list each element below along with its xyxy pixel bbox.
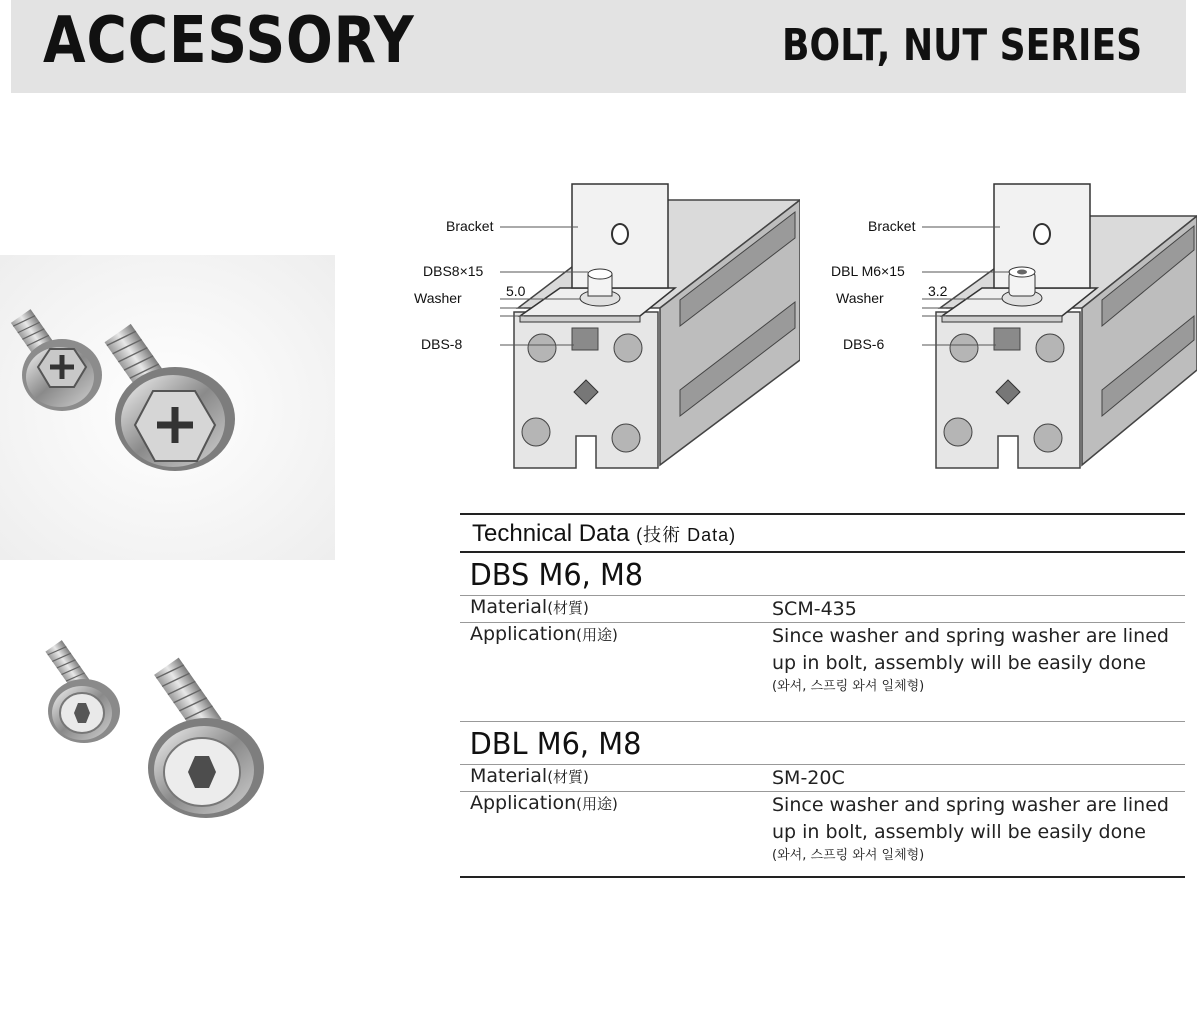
- assembly-diagram-dbl: [831, 180, 1197, 480]
- material-value: SM-20C: [772, 767, 845, 789]
- application-row: [460, 623, 1185, 721]
- washer-label: Washer: [836, 290, 884, 306]
- material-value: SCM-435: [772, 598, 857, 620]
- technical-data-table: [460, 513, 1185, 878]
- dimension-label: 3.2: [928, 283, 948, 299]
- assembly-diagram-dbs: [414, 180, 800, 480]
- bracket-label: Bracket: [868, 218, 916, 234]
- application-value: Since washer and spring washer are lined up in bolt, assembly will be easily done (와셔, 스프링 와셔 일체형): [772, 794, 1169, 863]
- application-row: [460, 792, 1185, 876]
- application-value: Since washer and spring washer are lined up in bolt, assembly will be easily done (와셔, 스프링 와셔 일체형): [772, 625, 1169, 694]
- material-key: Material(材質): [470, 765, 589, 787]
- technical-data-heading: [460, 515, 1185, 551]
- application-key: Application(用途): [470, 792, 618, 814]
- application-key: Application(用途): [470, 623, 618, 645]
- product-model: DBS M6, M8: [469, 558, 644, 593]
- hex-bolt-photo: [0, 255, 335, 560]
- heading-text: Technical Data: [472, 520, 630, 547]
- material-row: [460, 596, 1185, 622]
- bracket-label: Bracket: [446, 218, 494, 234]
- socket-bolt-photo: [18, 625, 318, 895]
- nut-label: DBS-6: [843, 336, 885, 352]
- washer-label: Washer: [414, 290, 462, 306]
- material-row: [460, 765, 1185, 791]
- page-header: [11, 0, 1186, 93]
- divider: [460, 876, 1185, 878]
- page-subtitle: BOLT, NUT SERIES: [781, 20, 1142, 71]
- heading-sub: (技術 Data): [636, 525, 737, 545]
- nut-label: DBS-8: [421, 336, 463, 352]
- dimension-label: 5.0: [506, 283, 526, 299]
- page-title: ACCESSORY: [43, 4, 415, 78]
- material-key: Material(材質): [470, 596, 589, 618]
- bolt-label: DBL M6×15: [831, 263, 905, 279]
- product-model: DBL M6, M8: [469, 727, 642, 762]
- bolt-label: DBS8×15: [423, 263, 484, 279]
